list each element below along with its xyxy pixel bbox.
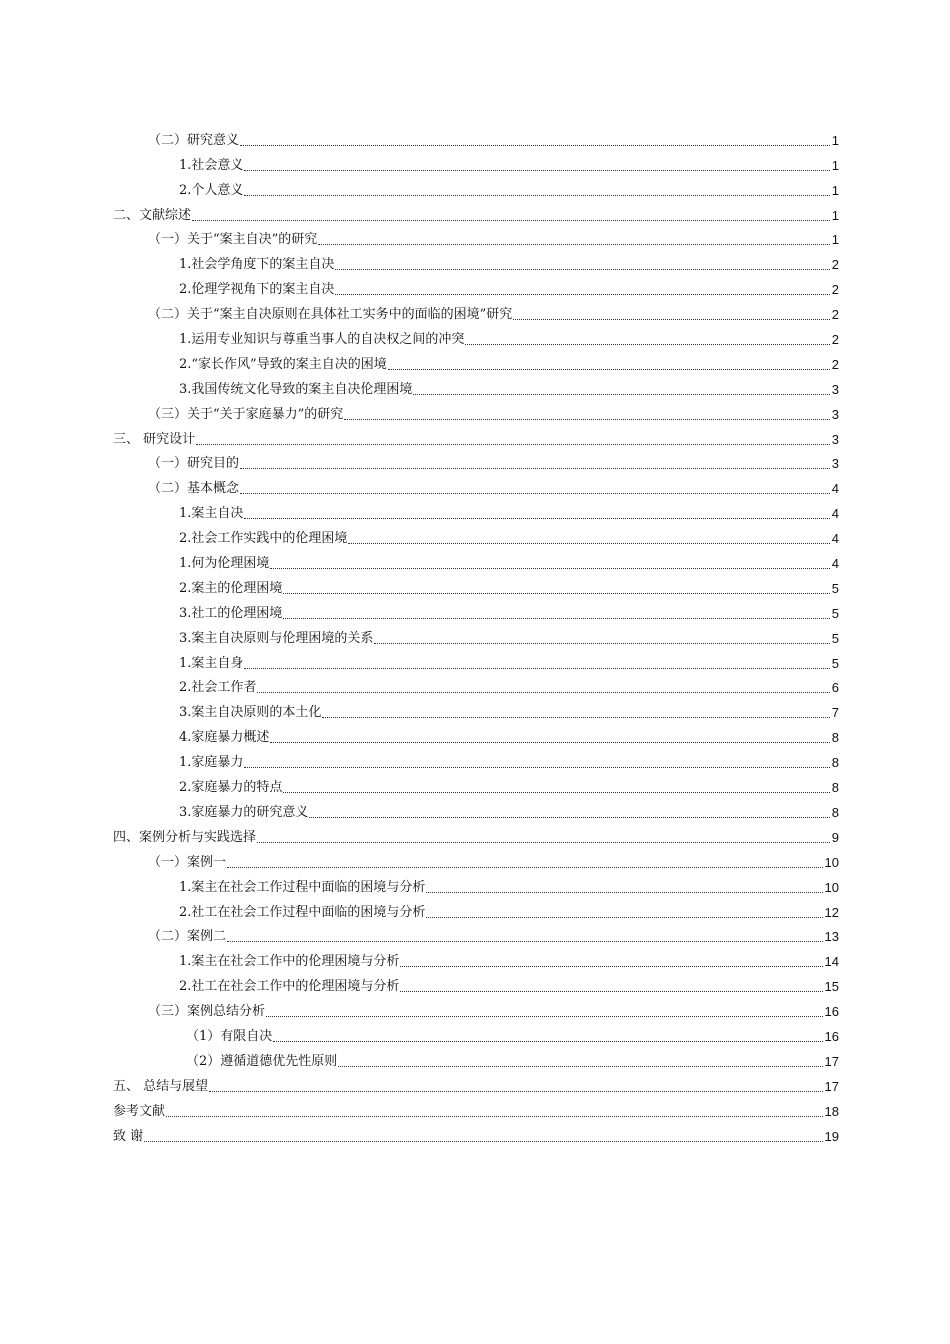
toc-entry-title: （1）有限自决 bbox=[186, 1028, 273, 1044]
toc-entry-title: （二）关于“案主自决原则在具体社工实务中的面临的困境”研究 bbox=[148, 307, 513, 323]
toc-entry[interactable] bbox=[113, 945, 839, 970]
toc-entry[interactable] bbox=[113, 373, 839, 398]
toc-entry[interactable] bbox=[113, 821, 839, 846]
toc-entry-page-number: 10 bbox=[824, 879, 839, 895]
toc-entry-title: 1.何为伦理困境 bbox=[179, 556, 270, 572]
toc-entry[interactable] bbox=[113, 348, 839, 373]
toc-entry-title: 2.社工在社会工作过程中面临的困境与分析 bbox=[179, 904, 426, 920]
toc-entry[interactable] bbox=[113, 970, 839, 995]
toc-entry-title: 3.社工的伦理困境 bbox=[179, 605, 283, 621]
toc-dot-leader bbox=[244, 518, 829, 519]
toc-dot-leader bbox=[465, 344, 829, 345]
toc-entry-page-number: 19 bbox=[824, 1128, 839, 1144]
toc-entry[interactable] bbox=[113, 448, 839, 473]
toc-entry[interactable] bbox=[113, 846, 839, 871]
toc-entry-title: （2）遵循道德优先性原则 bbox=[186, 1053, 338, 1069]
toc-entry-title: 1.案主在社会工作中的伦理困境与分析 bbox=[179, 954, 400, 970]
toc-dot-leader bbox=[166, 1116, 823, 1117]
toc-entry-page-number: 8 bbox=[831, 730, 839, 746]
toc-dot-leader bbox=[257, 842, 830, 843]
toc-entry[interactable] bbox=[113, 572, 839, 597]
toc-entry-title: 4.家庭暴力概述 bbox=[179, 730, 270, 746]
toc-entry[interactable] bbox=[113, 522, 839, 547]
toc-dot-leader bbox=[227, 941, 823, 942]
toc-entry-page-number: 1 bbox=[831, 207, 839, 223]
toc-entry-page-number: 12 bbox=[824, 904, 839, 920]
toc-entry-title: 3.案主自决原则的本土化 bbox=[179, 705, 322, 721]
toc-entry[interactable] bbox=[113, 746, 839, 771]
toc-dot-leader bbox=[344, 419, 829, 420]
toc-dot-leader bbox=[322, 717, 829, 718]
toc-entry-page-number: 8 bbox=[831, 804, 839, 820]
toc-dot-leader bbox=[374, 643, 829, 644]
toc-dot-leader bbox=[283, 792, 829, 793]
toc-entry-page-number: 1 bbox=[831, 132, 839, 148]
toc-entry-page-number: 5 bbox=[831, 630, 839, 646]
toc-entry-title: 2.社工在社会工作中的伦理困境与分析 bbox=[179, 979, 400, 995]
toc-entry[interactable] bbox=[113, 871, 839, 896]
toc-entry[interactable] bbox=[113, 796, 839, 821]
toc-dot-leader bbox=[209, 1091, 822, 1092]
toc-entry[interactable] bbox=[113, 696, 839, 721]
toc-entry-page-number: 1 bbox=[831, 232, 839, 248]
toc-entry[interactable] bbox=[113, 248, 839, 273]
toc-dot-leader bbox=[318, 244, 829, 245]
toc-entry-page-number: 5 bbox=[831, 655, 839, 671]
toc-entry-page-number: 15 bbox=[824, 979, 839, 995]
toc-entry[interactable] bbox=[113, 497, 839, 522]
toc-dot-leader bbox=[426, 892, 822, 893]
toc-entry[interactable] bbox=[113, 1045, 839, 1070]
toc-entry-title: 二、文献综述 bbox=[113, 207, 192, 223]
toc-entry-page-number: 2 bbox=[831, 282, 839, 298]
toc-entry-title: 3.我国传统文化导致的案主自决伦理困境 bbox=[179, 381, 413, 397]
toc-entry-title: 三、 研究设计 bbox=[113, 431, 196, 447]
toc-entry-title: 1.家庭暴力 bbox=[179, 755, 244, 771]
toc-dot-leader bbox=[270, 568, 829, 569]
toc-entry[interactable] bbox=[113, 547, 839, 572]
toc-entry-title: 1.社会学角度下的案主自决 bbox=[179, 257, 335, 273]
toc-dot-leader bbox=[388, 369, 830, 370]
toc-dot-leader bbox=[413, 394, 829, 395]
toc-entry-page-number: 13 bbox=[824, 929, 839, 945]
toc-dot-leader bbox=[244, 170, 829, 171]
toc-entry-title: （一）案例一 bbox=[148, 854, 227, 870]
toc-entry-page-number: 3 bbox=[831, 456, 839, 472]
toc-dot-leader bbox=[400, 991, 822, 992]
toc-entry[interactable] bbox=[113, 771, 839, 796]
toc-entry[interactable] bbox=[113, 298, 839, 323]
toc-dot-leader bbox=[240, 493, 830, 494]
toc-dot-leader bbox=[240, 145, 830, 146]
toc-dot-leader bbox=[196, 444, 830, 445]
toc-entry-page-number: 4 bbox=[831, 531, 839, 547]
table-of-contents bbox=[113, 124, 839, 1145]
toc-entry[interactable] bbox=[113, 472, 839, 497]
toc-entry-page-number: 5 bbox=[831, 580, 839, 596]
toc-entry-title: （二）案例二 bbox=[148, 929, 227, 945]
toc-entry-title: 2.家庭暴力的特点 bbox=[179, 780, 283, 796]
toc-dot-leader bbox=[273, 1041, 822, 1042]
toc-entry[interactable] bbox=[113, 896, 839, 921]
toc-entry[interactable] bbox=[113, 1120, 839, 1145]
toc-entry-title: 五、 总结与展望 bbox=[113, 1078, 209, 1094]
toc-entry-page-number: 2 bbox=[831, 307, 839, 323]
toc-entry-page-number: 8 bbox=[831, 780, 839, 796]
toc-entry[interactable] bbox=[113, 224, 839, 249]
toc-entry[interactable] bbox=[113, 721, 839, 746]
toc-entry-page-number: 7 bbox=[831, 705, 839, 721]
toc-entry-page-number: 8 bbox=[831, 755, 839, 771]
toc-entry-title: （三）案例总结分析 bbox=[148, 1004, 266, 1020]
toc-entry-title: （一）研究目的 bbox=[148, 456, 240, 472]
toc-entry-page-number: 17 bbox=[824, 1053, 839, 1069]
toc-dot-leader bbox=[309, 817, 829, 818]
toc-entry[interactable] bbox=[113, 1020, 839, 1045]
toc-entry-title: 2.社会工作实践中的伦理困境 bbox=[179, 531, 348, 547]
toc-entry-title: 2.“家长作风”导致的案主自决的困境 bbox=[179, 356, 387, 372]
toc-entry-title: （三）关于“关于家庭暴力”的研究 bbox=[148, 406, 344, 422]
toc-entry-title: 1.案主自身 bbox=[179, 655, 244, 671]
toc-entry[interactable] bbox=[113, 199, 839, 224]
toc-entry-title: 参考文献 bbox=[113, 1103, 166, 1119]
toc-dot-leader bbox=[192, 220, 830, 221]
toc-entry-page-number: 3 bbox=[831, 431, 839, 447]
toc-entry-title: 1.案主在社会工作过程中面临的困境与分析 bbox=[179, 879, 426, 895]
toc-entry-page-number: 18 bbox=[824, 1103, 839, 1119]
toc-entry[interactable] bbox=[113, 423, 839, 448]
toc-entry[interactable] bbox=[113, 672, 839, 697]
toc-entry-page-number: 16 bbox=[824, 1028, 839, 1044]
toc-entry[interactable] bbox=[113, 398, 839, 423]
toc-entry[interactable] bbox=[113, 1095, 839, 1120]
toc-entry-title: （一）关于“案主自决”的研究 bbox=[148, 232, 318, 248]
toc-entry[interactable] bbox=[113, 1070, 839, 1095]
toc-dot-leader bbox=[266, 1016, 823, 1017]
toc-entry-title: 1.社会意义 bbox=[179, 157, 244, 173]
toc-dot-leader bbox=[144, 1141, 822, 1142]
toc-dot-leader bbox=[244, 668, 829, 669]
toc-dot-leader bbox=[335, 269, 829, 270]
toc-entry-title: 2.个人意义 bbox=[179, 182, 244, 198]
toc-entry-page-number: 17 bbox=[824, 1078, 839, 1094]
toc-entry-page-number: 16 bbox=[824, 1004, 839, 1020]
toc-entry-title: 3.家庭暴力的研究意义 bbox=[179, 804, 309, 820]
toc-entry[interactable] bbox=[113, 124, 839, 149]
toc-entry-page-number: 6 bbox=[831, 680, 839, 696]
toc-dot-leader bbox=[338, 1066, 822, 1067]
toc-entry-page-number: 14 bbox=[824, 954, 839, 970]
toc-entry-title: （二）研究意义 bbox=[148, 132, 240, 148]
toc-entry-title: 1.运用专业知识与尊重当事人的自决权之间的冲突 bbox=[179, 332, 465, 348]
toc-entry-title: 四、案例分析与实践选择 bbox=[113, 829, 257, 845]
toc-entry[interactable] bbox=[113, 174, 839, 199]
toc-entry-title: 2.案主的伦理困境 bbox=[179, 580, 283, 596]
toc-entry[interactable] bbox=[113, 273, 839, 298]
toc-entry[interactable] bbox=[113, 323, 839, 348]
toc-entry-title: （二）基本概念 bbox=[148, 481, 240, 497]
toc-entry-title: 1.案主自决 bbox=[179, 506, 244, 522]
toc-entry-page-number: 4 bbox=[831, 556, 839, 572]
toc-dot-leader bbox=[426, 917, 822, 918]
toc-entry-page-number: 2 bbox=[831, 332, 839, 348]
toc-entry[interactable] bbox=[113, 995, 839, 1020]
toc-dot-leader bbox=[257, 692, 829, 693]
toc-entry-page-number: 2 bbox=[831, 257, 839, 273]
toc-dot-leader bbox=[270, 742, 829, 743]
toc-dot-leader bbox=[283, 593, 829, 594]
toc-entry-page-number: 10 bbox=[824, 854, 839, 870]
toc-entry-title: 2.伦理学视角下的案主自决 bbox=[179, 282, 335, 298]
toc-entry-title: 致 谢 bbox=[113, 1128, 144, 1144]
toc-dot-leader bbox=[348, 543, 829, 544]
toc-entry[interactable] bbox=[113, 647, 839, 672]
toc-entry[interactable] bbox=[113, 149, 839, 174]
toc-dot-leader bbox=[244, 195, 829, 196]
toc-dot-leader bbox=[400, 966, 822, 967]
toc-dot-leader bbox=[244, 767, 829, 768]
toc-dot-leader bbox=[240, 468, 830, 469]
toc-entry-page-number: 3 bbox=[831, 406, 839, 422]
toc-dot-leader bbox=[283, 618, 829, 619]
toc-entry-page-number: 1 bbox=[831, 157, 839, 173]
toc-entry-title: 3.案主自决原则与伦理困境的关系 bbox=[179, 630, 374, 646]
toc-dot-leader bbox=[513, 319, 829, 320]
toc-entry-page-number: 9 bbox=[831, 829, 839, 845]
toc-dot-leader bbox=[227, 867, 823, 868]
toc-entry-page-number: 1 bbox=[831, 182, 839, 198]
toc-entry-page-number: 3 bbox=[831, 381, 839, 397]
toc-entry-page-number: 5 bbox=[831, 605, 839, 621]
toc-dot-leader bbox=[335, 294, 829, 295]
toc-entry-page-number: 2 bbox=[831, 356, 839, 372]
toc-entry-page-number: 4 bbox=[831, 481, 839, 497]
toc-entry-page-number: 4 bbox=[831, 506, 839, 522]
toc-entry[interactable] bbox=[113, 597, 839, 622]
toc-entry-title: 2.社会工作者 bbox=[179, 680, 257, 696]
toc-entry[interactable] bbox=[113, 921, 839, 946]
toc-entry[interactable] bbox=[113, 622, 839, 647]
